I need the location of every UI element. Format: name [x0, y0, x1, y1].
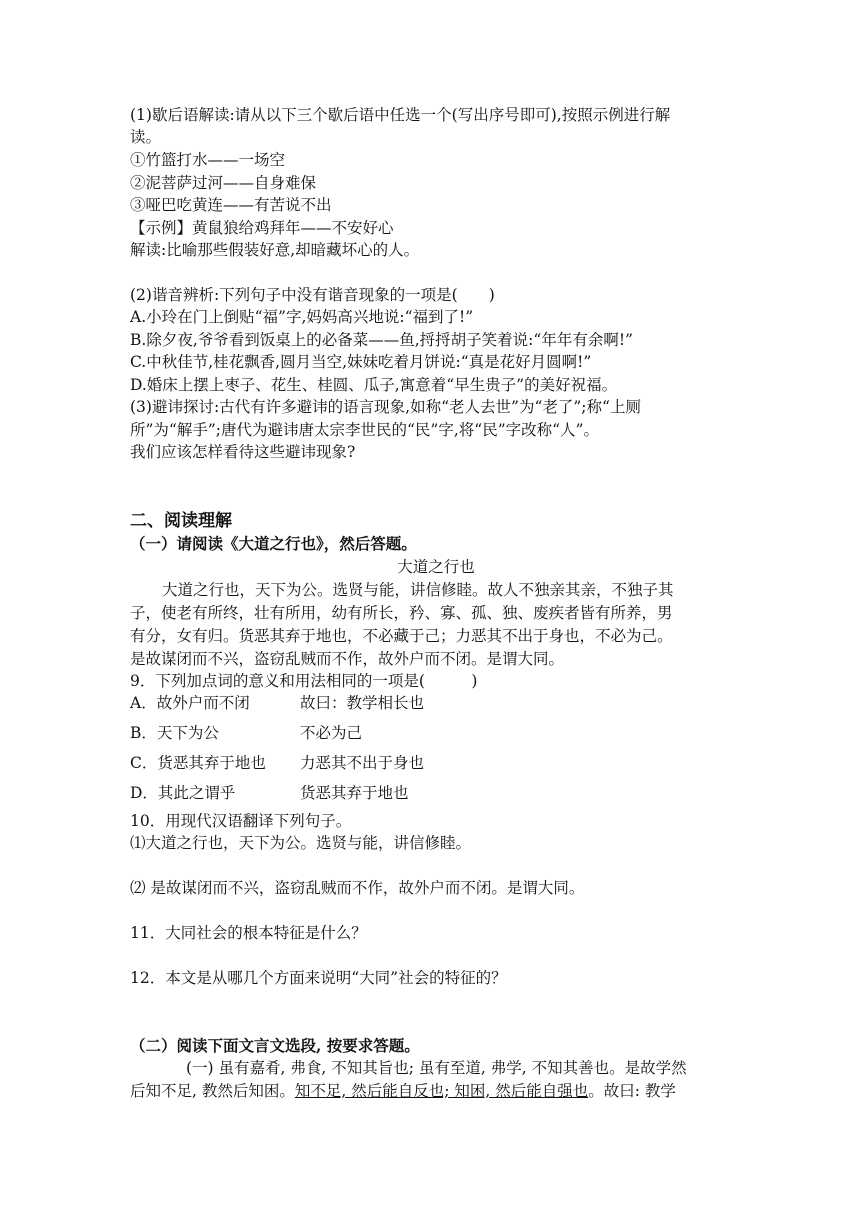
q10-sentence-2: ⑵ 是故谋闭而不兴，盗窃乱贼而不作，故外户而不闭。是谓大同。 — [130, 879, 585, 897]
q9-option-b — [130, 722, 742, 744]
excerpt-line-2-end: 。故曰: 教学 — [588, 1082, 676, 1100]
q2-option-d: D.婚床上摆上枣子、花生、桂圆、瓜子,寓意着“早生贵子”的美好祝福。 — [130, 376, 618, 394]
q9-option-a-left: A．故外户而不闭 — [130, 694, 250, 712]
q9-option-c-left: C．货恶其弃于地也 — [130, 754, 266, 772]
q9-option-a — [130, 692, 742, 714]
passage-line-3: 有分，女有归。货恶其弃于地也，不必藏于己；力恶其不出于身也，不必为己。 — [130, 627, 673, 645]
excerpt-line-2 — [130, 1080, 742, 1102]
q9-option-d-right: 货恶其弃于地也 — [300, 784, 409, 802]
q1-line1: (1)歇后语解读:请从以下三个歇后语中任选一个(写出序号即可),按照示例进行解 — [130, 106, 671, 124]
underlined-sentence: 知不足, 然后能自反也; 知困, 然后能自强也 — [294, 1082, 589, 1100]
q9-option-a-right: 故曰：教学相长也 — [300, 694, 425, 712]
q9-option-c — [130, 752, 742, 774]
q2-option-b: B.除夕夜,爷爷看到饭桌上的必备菜——鱼,捋捋胡子笑着说:“年年有余啊!” — [130, 331, 633, 349]
q10-sentence-1: ⑴大道之行也，天下为公。选贤与能，讲信修睦。 — [130, 834, 472, 852]
section-heading: 二、阅读理解 — [130, 511, 232, 531]
q9-option-d-left: D．其此之谓乎 — [130, 784, 236, 802]
subsection-heading-1: （一）请阅读《大道之行也》，然后答题。 — [130, 534, 417, 553]
q9-option-d — [130, 782, 742, 804]
q9-option-b-right: 不必为己 — [300, 724, 363, 742]
q3-line1: (3)避讳探讨:古代有许多避讳的语言现象,如称“老人去世”为“老了”;称“上厕 — [130, 398, 641, 416]
proverb-example: 【示例】黄鼠狼给鸡拜年——不安好心 — [130, 219, 394, 237]
q12-question: 12．本文是从哪几个方面来说明“大同”社会的特征的？ — [130, 969, 507, 987]
proverb-explanation: 解读:比喻那些假装好意,却暗藏坏心的人。 — [130, 241, 420, 259]
q2-option-a: A.小玲在门上倒贴“福”字,妈妈高兴地说:“福到了!” — [130, 308, 474, 326]
passage-line-1: 大道之行也，天下为公。选贤与能，讲信修睦。故人不独亲其亲，不独子其 — [162, 581, 674, 599]
proverb-option-1: ①竹篮打水——一场空 — [130, 151, 286, 169]
passage-title: 大道之行也 — [397, 558, 475, 576]
excerpt-line-1: (一) 虽有嘉肴, 弗食, 不知其旨也; 虽有至道, 弗学, 不知其善也。是故学然 — [186, 1059, 687, 1077]
subsection-heading-2: （二）阅读下面文言文选段, 按要求答题。 — [130, 1036, 420, 1055]
q9-option-b-left: B．天下为公 — [130, 724, 219, 742]
proverb-option-3: ③哑巴吃黄连——有苦说不出 — [130, 196, 332, 214]
q11-question: 11．大同社会的根本特征是什么？ — [130, 924, 367, 942]
passage-line-4: 是故谋闭而不兴，盗窃乱贼而不作，故外户而不闭。是谓大同。 — [130, 650, 565, 668]
q3-line3: 我们应该怎样看待这些避讳现象? — [130, 443, 356, 461]
q9-option-c-right: 力恶其不出于身也 — [300, 754, 425, 772]
q10-question: 10．用现代汉语翻译下列句子。 — [130, 812, 352, 830]
passage-line-2: 子，使老有所终，壮有所用，幼有所长，矜、寡、孤、独、废疾者皆有所养，男 — [130, 604, 673, 622]
q2-question: (2)谐音辨析:下列句子中没有谐音现象的一项是( ) — [130, 286, 495, 304]
q9-question: 9．下列加点词的意义和用法相同的一项是( ) — [130, 672, 478, 690]
excerpt-line-2-start: 后知不足, 教然后知困。 — [130, 1082, 295, 1100]
q1-line2: 读。 — [130, 128, 162, 146]
proverb-option-2: ②泥菩萨过河——自身难保 — [130, 174, 317, 192]
q3-line2: 所”为“解手”;唐代为避讳唐太宗李世民的“民”字,将“民”字改称“人”。 — [130, 421, 599, 439]
q2-option-c: C.中秋佳节,桂花飘香,圆月当空,妹妹吃着月饼说:“真是花好月圆啊!” — [130, 353, 592, 371]
